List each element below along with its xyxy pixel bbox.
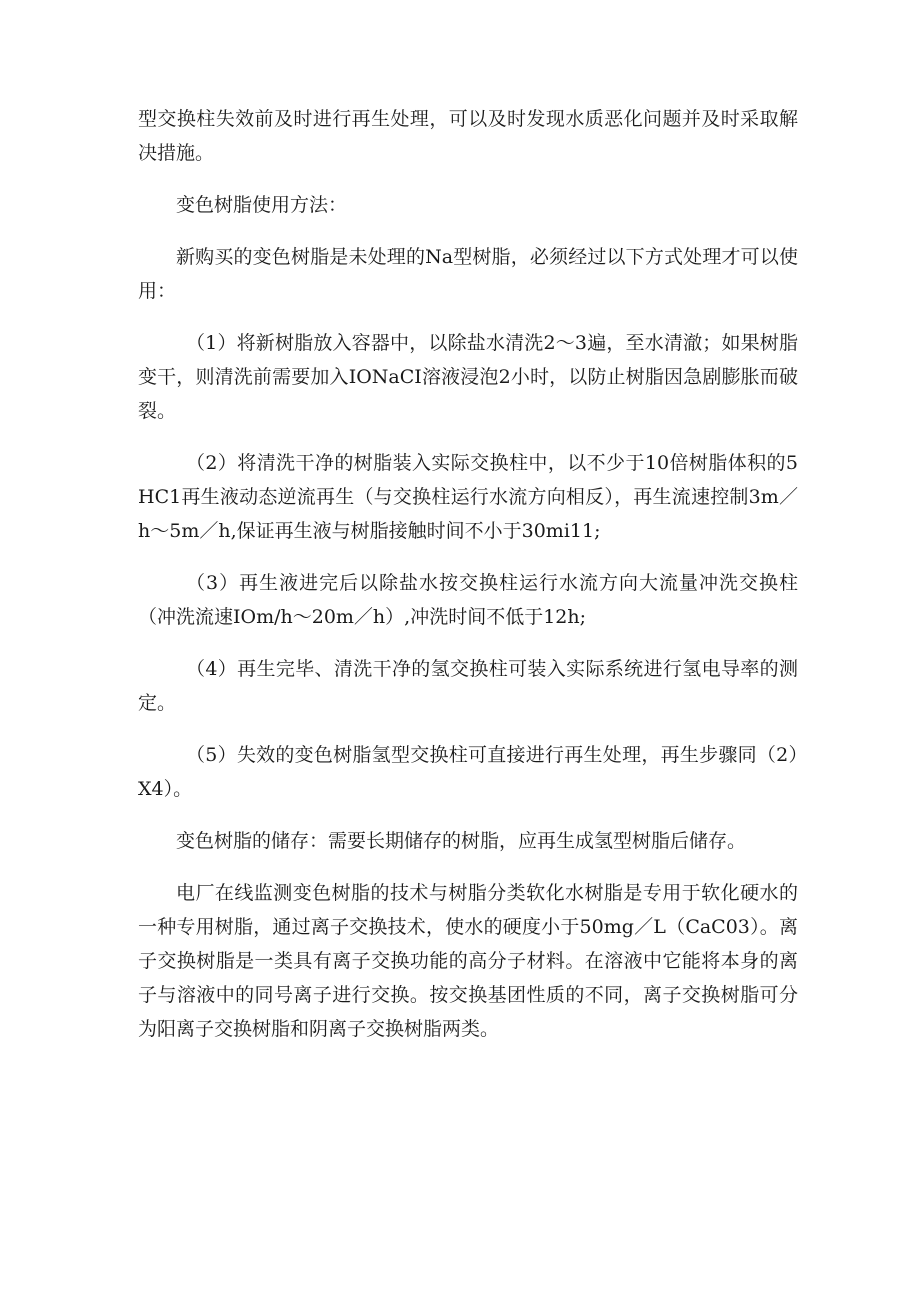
paragraph-step-3: （3）再生液进完后以除盐水按交换柱运行水流方向大流量冲洗交换柱（冲洗流速IOm/h～20m／h）,冲洗时间不低于12h;	[138, 572, 798, 628]
paragraph-step-1: （1）将新树脂放入容器中，以除盐水清洗2～3遍，至水清澈；如果树脂变干，则清洗前需要加入IONaCI溶液浸泡2小时，以防止树脂因急剧膨胀而破裂。	[138, 332, 798, 422]
paragraph-continuation: 型交换柱失效前及时进行再生处理，可以及时发现水质恶化问题并及时采取解决措施。	[138, 108, 798, 164]
document-page	[138, 102, 798, 1064]
paragraph-step-4: （4）再生完毕、清洗干净的氢交换柱可装入实际系统进行氢电导率的测定。	[138, 658, 798, 714]
paragraph-new-resin: 新购买的变色树脂是未处理的Na型树脂，必须经过以下方式处理才可以使用：	[138, 246, 798, 302]
paragraph-usage-heading: 变色树脂使用方法：	[176, 194, 348, 216]
paragraph-resin-classification: 电厂在线监测变色树脂的技术与树脂分类软化水树脂是专用于软化硬水的一种专用树脂，通过离子交换技术，使水的硬度小于50mg／L（CaC03）。离子交换树脂是一类具有离子交换功能的高分子材料。在溶液中它能将本身的离子与溶液中的同号离子进行交换。按交换基团性质的不同，离子交换树脂可分为阳离子交换树脂和阴离子交换树脂两类。	[138, 882, 798, 1040]
paragraph-storage: 变色树脂的储存：需要长期储存的树脂，应再生成氢型树脂后储存。	[176, 830, 747, 852]
paragraph-step-2: （2）将清洗干净的树脂装入实际交换柱中，以不少于10倍树脂体积的5HC1再生液动态逆流再生（与交换柱运行水流方向相反），再生流速控制3m／h～5m／h,保证再生液与树脂接触时间不小于30mi11;	[138, 452, 798, 542]
paragraph-step-5: （5）失效的变色树脂氢型交换柱可直接进行再生处理，再生步骤同（2）X4）。	[138, 744, 798, 800]
